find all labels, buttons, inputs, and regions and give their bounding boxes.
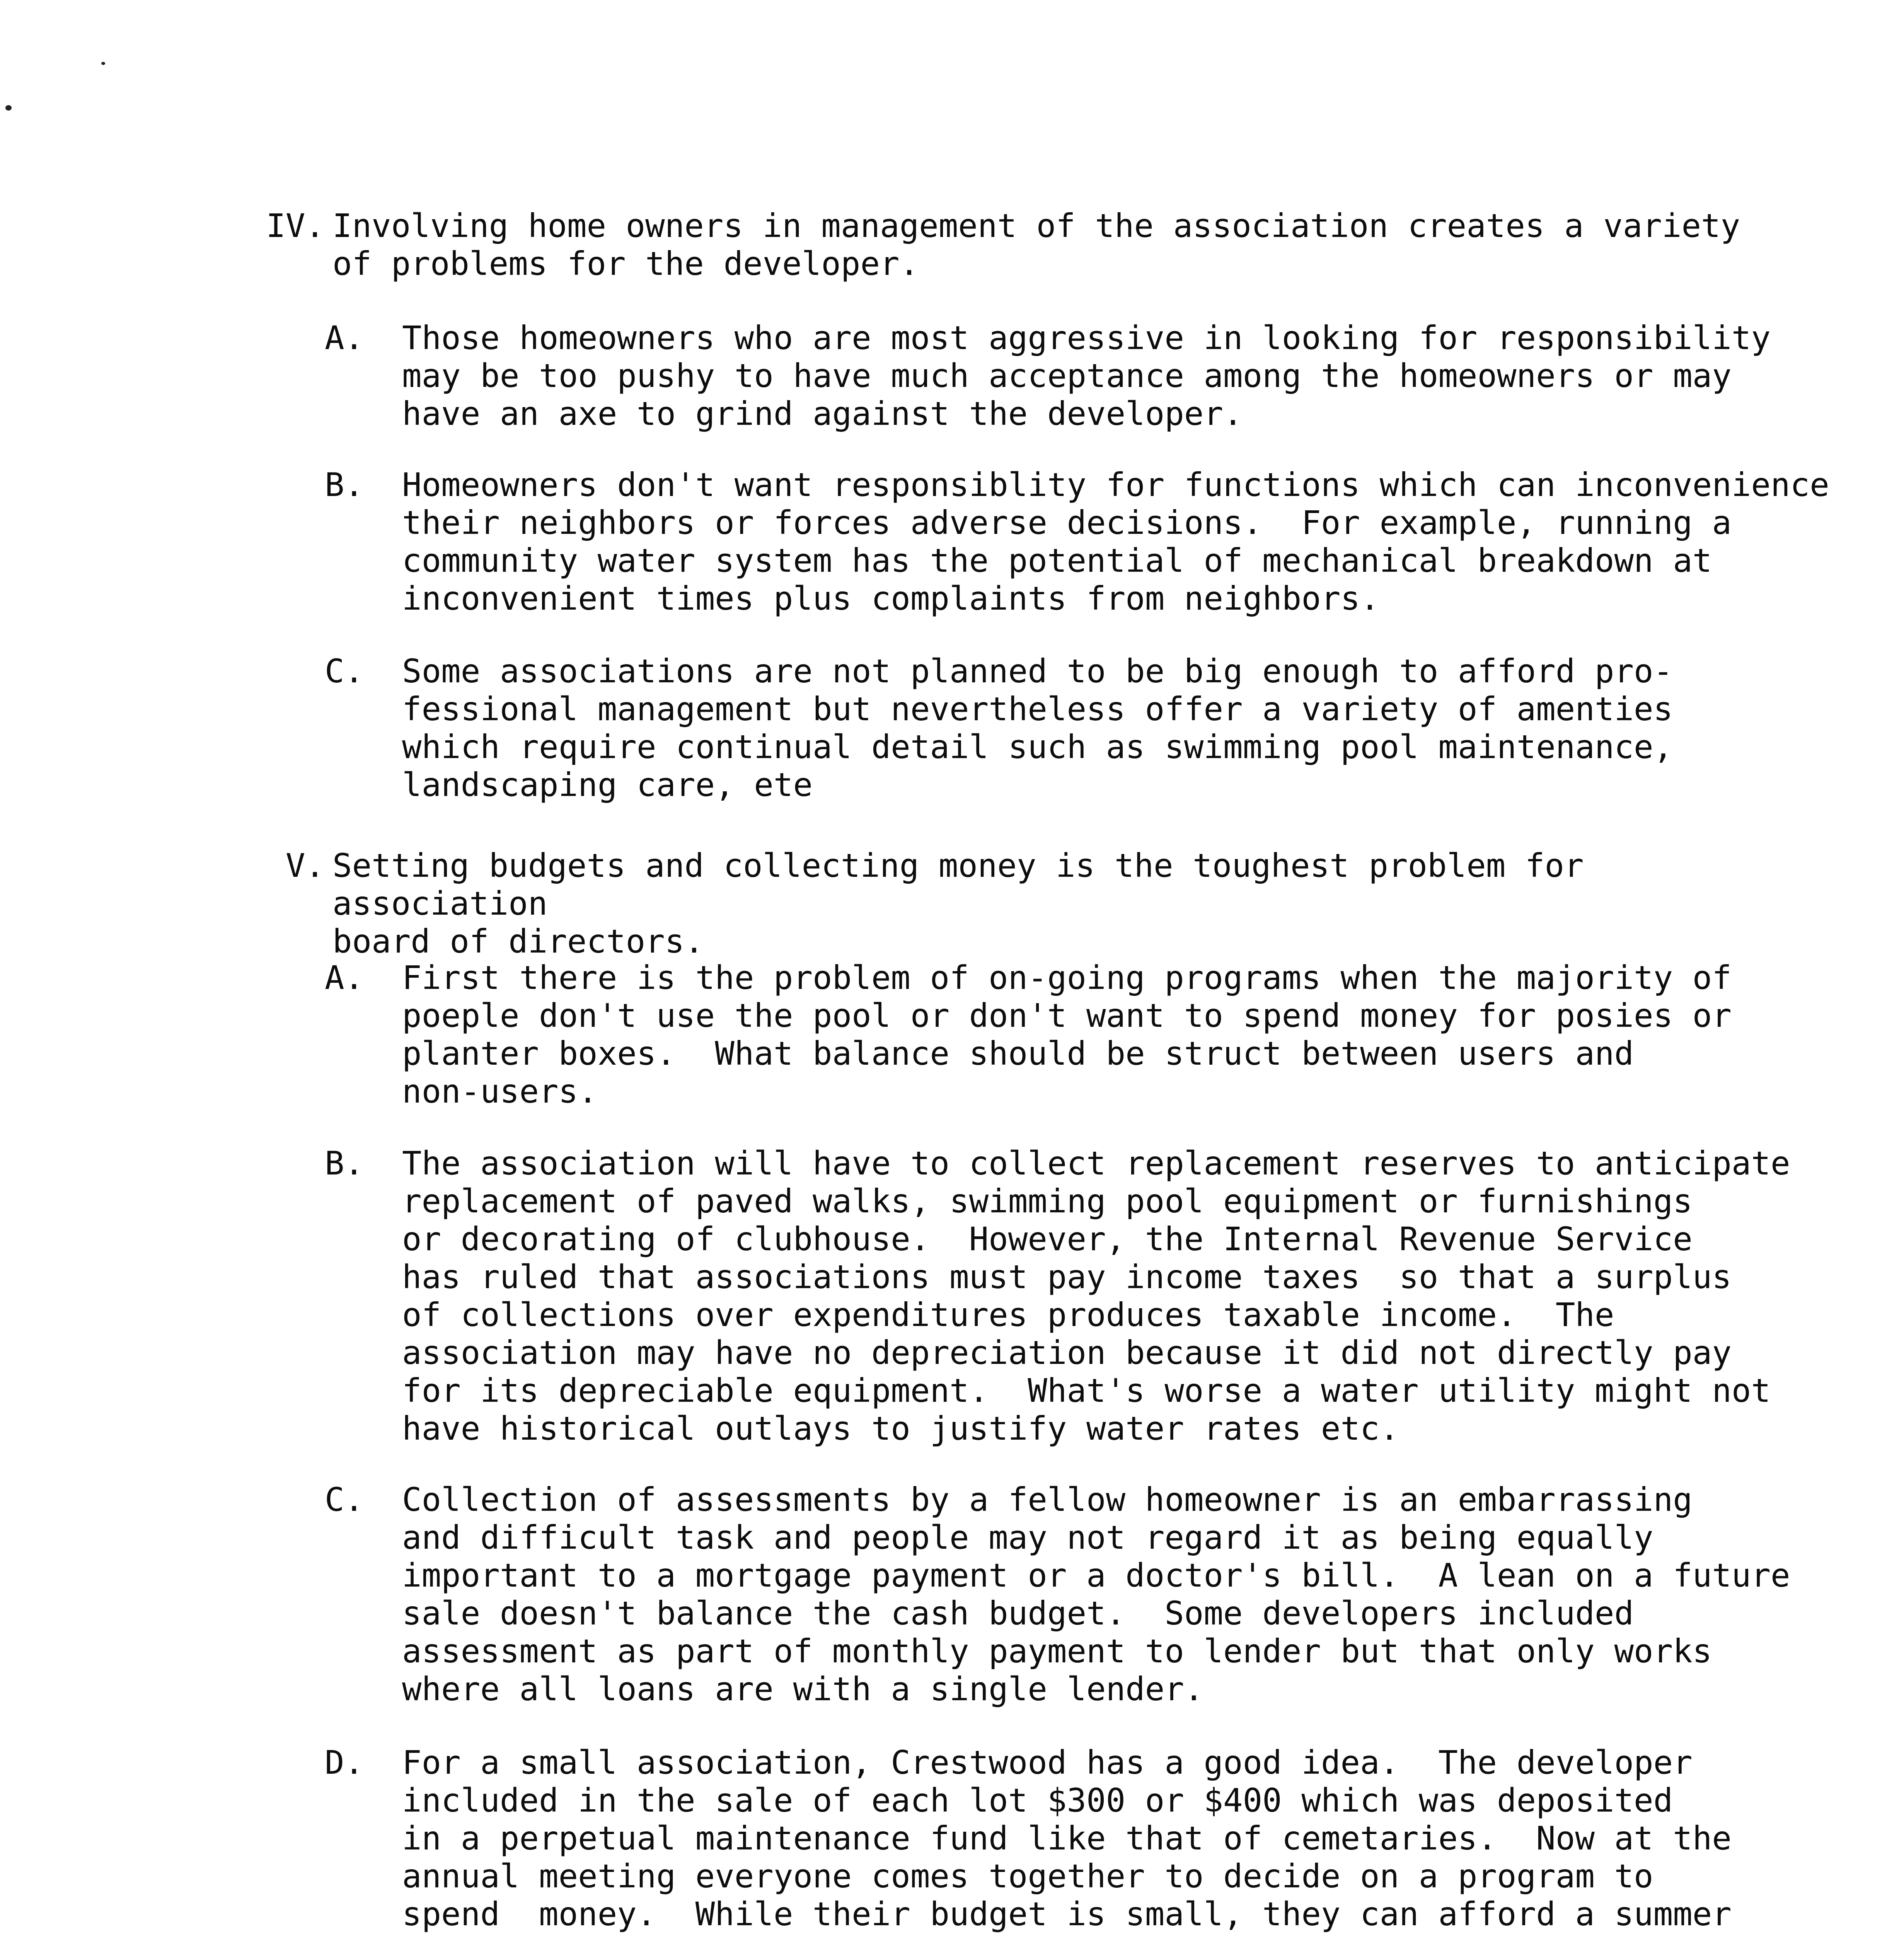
item-letter: A. [325, 319, 364, 357]
item-letter: C. [325, 1481, 364, 1519]
scan-speck [5, 105, 12, 111]
item-letter: B. [325, 466, 364, 504]
section-heading: Setting budgets and collecting money is the toughest problem for association board of directors. [332, 847, 1584, 960]
item-letter: B. [325, 1144, 364, 1182]
item-letter: A. [325, 959, 364, 997]
section-heading: Involving home owners in management of the association creates a variety of problems for the developer. [332, 207, 1740, 283]
item-text: For a small association, Crestwood has a good idea. The developer included in the sale of each lot $300 or $400 which was deposited in a perpetual maintenance fund like that of cemetaries. Now at the annual meeting everyone comes together to decide on a program to spend money. While their budget is small, they can afford a summer [402, 1744, 1732, 1933]
item-letter: C. [325, 652, 364, 690]
item-text: Those homeowners who are most aggressive in looking for responsibility may be too pushy to have much acceptance among the homeowners or may have an axe to grind against the developer. [402, 319, 1771, 433]
item-text: Some associations are not planned to be big enough to afford pro- fessional management but nevertheless offer a variety of amenties which require continual detail such as swimming pool maintenance, landscaping care, ete [402, 652, 1673, 804]
section-iv [247, 207, 1832, 804]
section-number: IV. [266, 207, 325, 245]
item-text: The association will have to collect replacement reserves to anticipate replacement of paved walks, swimming pool equipment or furnishings or decorating of clubhouse. However, the Internal Revenue Service has ruled that associations must pay income taxes so that a surplus of collections over expenditures produces taxable income. The association may have no depreciation because it did not directly pay for its depreciable equipment. What's worse a water utility might not have historical outlays to justify water rates etc. [402, 1144, 1790, 1447]
item-text: Homeowners don't want responsiblity for functions which can inconvenience their neighbors or forces adverse decisions. For example, running a community water system has the potential of mechanical breakdown at inconvenient times plus complaints from neighbors. [402, 466, 1829, 617]
scan-speck [101, 62, 105, 65]
item-text: First there is the problem of on-going programs when the majority of poeple don't use the pool or don't want to spend money for posies or planter boxes. What balance should be struct between users and non-users. [402, 959, 1732, 1110]
section-v [247, 847, 1832, 1933]
item-letter: D. [325, 1744, 364, 1781]
item-text: Collection of assessments by a fellow homeowner is an embarrassing and difficult task and people may not regard it as being equally important to a mortgage payment or a doctor's bill. A lean on a future sale doesn't balance the cash budget. Some developers included assessment as part of monthly payment to lender but that only works where all loans are with a single lender. [402, 1481, 1790, 1708]
section-number: V. [285, 847, 325, 885]
